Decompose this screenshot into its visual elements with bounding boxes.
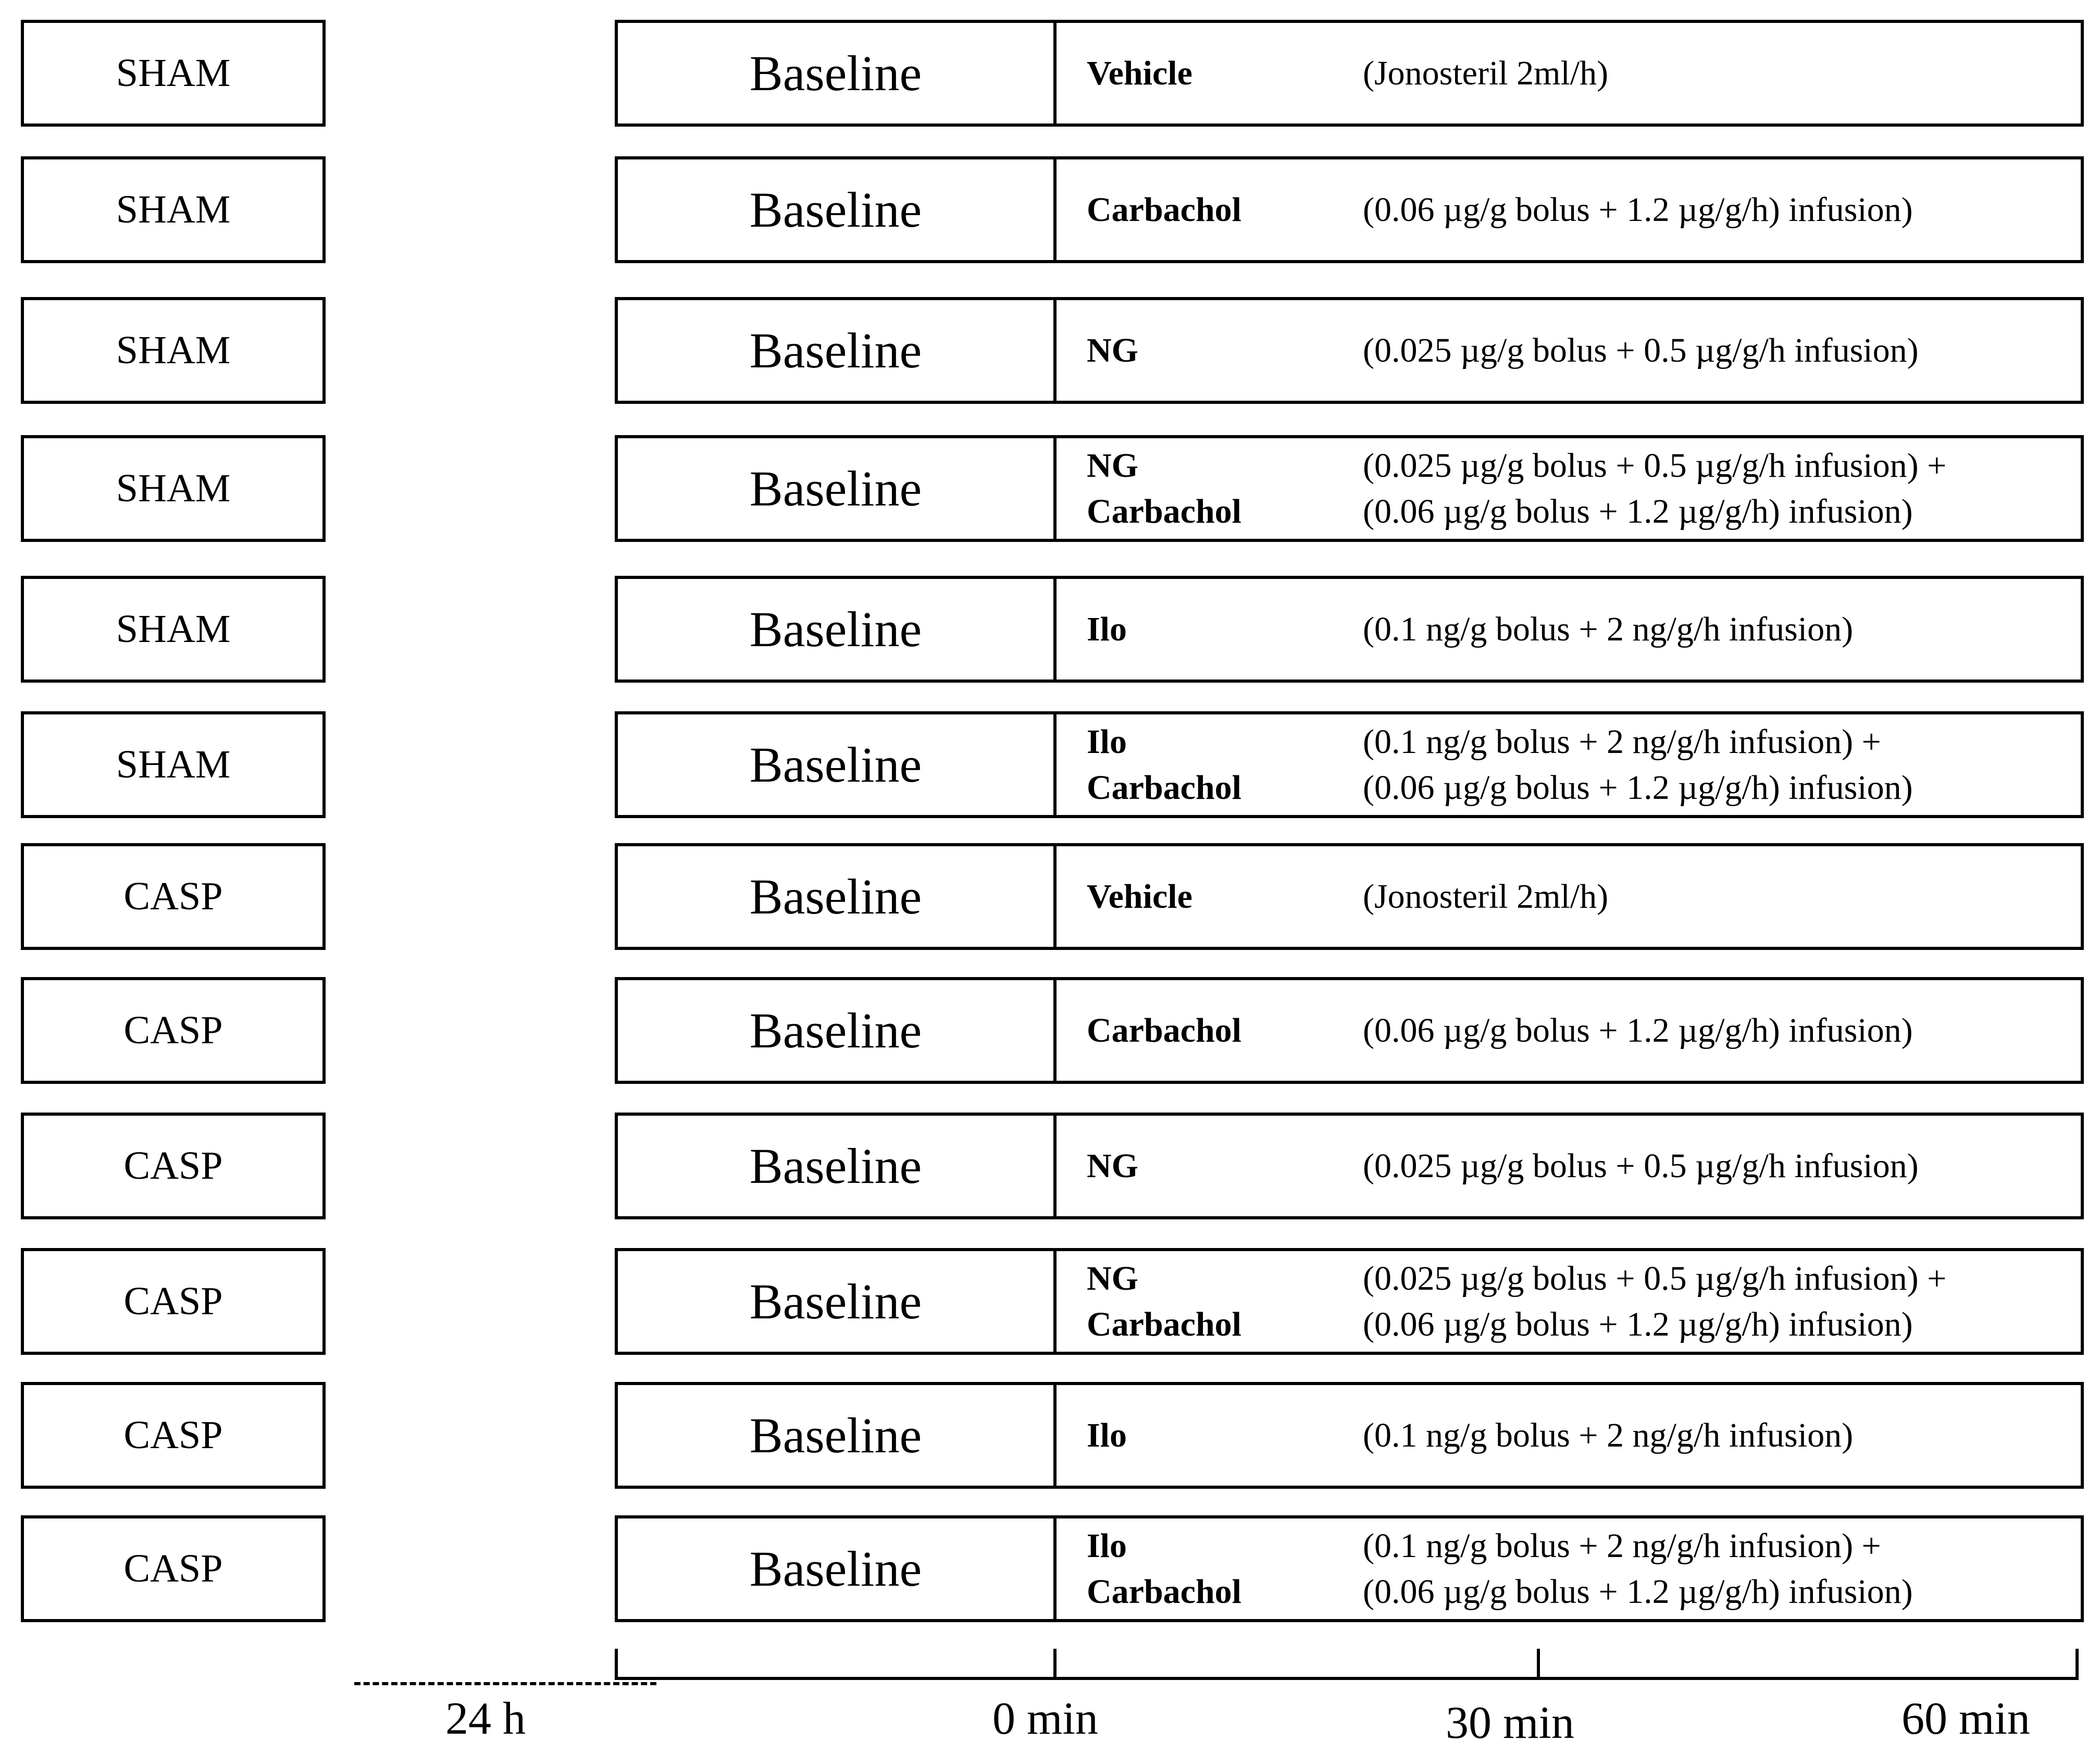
protocol-row <box>0 1248 2100 1355</box>
timeline-tick-30-min <box>1537 1649 1540 1680</box>
drug-name: Carbachol <box>1087 1572 1241 1611</box>
drug-name: NG <box>1087 446 1138 485</box>
dose-text: (Jonosteril 2ml/h) <box>1363 54 1609 92</box>
drug-name: Ilo <box>1087 1416 1127 1454</box>
group-label-box: CASP <box>21 1382 326 1489</box>
group-label-box: CASP <box>21 977 326 1084</box>
dose-text: (0.025 µg/g bolus + 0.5 µg/g/h infusion) + <box>1363 446 1947 485</box>
protocol-row <box>0 435 2100 542</box>
dose-text: (0.1 ng/g bolus + 2 ng/g/h infusion) + <box>1363 722 1881 761</box>
baseline-cell: Baseline <box>618 1251 1057 1352</box>
group-label-box: SHAM <box>21 435 326 542</box>
drug-names <box>1087 1116 1378 1216</box>
protocol-row <box>0 297 2100 404</box>
treatment-protocol-box <box>615 977 2084 1084</box>
drug-names <box>1087 1518 1378 1619</box>
drug-name: Ilo <box>1087 722 1127 761</box>
treatment-protocol-box <box>615 1382 2084 1489</box>
drug-name: Carbachol <box>1087 1011 1241 1049</box>
drug-names <box>1087 159 1378 260</box>
protocol-row <box>0 711 2100 818</box>
dose-text: (0.06 µg/g bolus + 1.2 µg/g/h) infusion) <box>1363 492 1913 530</box>
drug-names <box>1087 300 1378 401</box>
group-label-box: SHAM <box>21 156 326 263</box>
dose-text: (Jonosteril 2ml/h) <box>1363 877 1609 916</box>
baseline-cell: Baseline <box>618 1116 1057 1216</box>
dose-text: (0.06 µg/g bolus + 1.2 µg/g/h) infusion) <box>1363 1011 1913 1049</box>
drug-name: Vehicle <box>1087 877 1192 916</box>
dose-text: (0.025 µg/g bolus + 0.5 µg/g/h infusion) + <box>1363 1259 1947 1298</box>
drug-names <box>1087 714 1378 815</box>
drug-names <box>1087 23 1378 123</box>
treatment-protocol-box <box>615 843 2084 950</box>
baseline-cell: Baseline <box>618 300 1057 401</box>
dose-descriptions <box>1363 846 2082 947</box>
group-label-box: SHAM <box>21 576 326 683</box>
drug-name: Vehicle <box>1087 54 1192 92</box>
time-label-60-min: 60 min <box>1902 1694 2030 1744</box>
drug-name: Ilo <box>1087 610 1127 648</box>
treatment-protocol-box <box>615 435 2084 542</box>
dose-text: (0.06 µg/g bolus + 1.2 µg/g/h) infusion) <box>1363 1572 1913 1611</box>
time-label-30-min: 30 min <box>1446 1698 1574 1748</box>
drug-name: Carbachol <box>1087 768 1241 807</box>
group-label-box: CASP <box>21 1248 326 1355</box>
dose-descriptions <box>1363 300 2082 401</box>
drug-name: Ilo <box>1087 1526 1127 1565</box>
drug-name: NG <box>1087 1146 1138 1185</box>
treatment-protocol-box <box>615 297 2084 404</box>
dose-descriptions <box>1363 1116 2082 1216</box>
group-label-box: CASP <box>21 843 326 950</box>
timeline-tick-0-min <box>1053 1649 1057 1680</box>
group-label-box: SHAM <box>21 297 326 404</box>
protocol-row <box>0 843 2100 950</box>
dose-descriptions <box>1363 438 2082 539</box>
baseline-cell: Baseline <box>618 980 1057 1081</box>
protocol-row <box>0 1113 2100 1219</box>
drug-name: Carbachol <box>1087 492 1241 530</box>
dose-text: (0.06 µg/g bolus + 1.2 µg/g/h) infusion) <box>1363 190 1913 229</box>
group-label-box: CASP <box>21 1515 326 1622</box>
dose-descriptions <box>1363 1385 2082 1486</box>
drug-name: Carbachol <box>1087 190 1241 229</box>
baseline-cell: Baseline <box>618 846 1057 947</box>
group-label-box: SHAM <box>21 711 326 818</box>
protocol-row <box>0 1515 2100 1622</box>
baseline-cell: Baseline <box>618 1518 1057 1619</box>
dose-descriptions <box>1363 980 2082 1081</box>
dose-descriptions <box>1363 159 2082 260</box>
baseline-cell: Baseline <box>618 438 1057 539</box>
drug-names <box>1087 1385 1378 1486</box>
drug-name: Carbachol <box>1087 1305 1241 1343</box>
group-label-box: CASP <box>21 1113 326 1219</box>
protocol-row <box>0 20 2100 127</box>
dose-text: (0.025 µg/g bolus + 0.5 µg/g/h infusion) <box>1363 1146 1919 1185</box>
drug-names <box>1087 579 1378 680</box>
time-label-0-min: 0 min <box>992 1694 1098 1744</box>
drug-names <box>1087 846 1378 947</box>
timeline-tick-60-min <box>2076 1649 2079 1680</box>
dose-descriptions <box>1363 579 2082 680</box>
time-label-24h: 24 h <box>445 1694 526 1744</box>
dose-text: (0.06 µg/g bolus + 1.2 µg/g/h) infusion) <box>1363 1305 1913 1343</box>
dose-descriptions <box>1363 714 2082 815</box>
protocol-row <box>0 977 2100 1084</box>
group-label-box: SHAM <box>21 20 326 127</box>
timeline-tick-start <box>615 1649 618 1680</box>
drug-names <box>1087 438 1378 539</box>
drug-names <box>1087 980 1378 1081</box>
treatment-protocol-box <box>615 156 2084 263</box>
baseline-cell: Baseline <box>618 714 1057 815</box>
pre-timeline-dashed-line <box>354 1682 656 1685</box>
drug-name: NG <box>1087 331 1138 369</box>
dose-text: (0.1 ng/g bolus + 2 ng/g/h infusion) <box>1363 1416 1854 1454</box>
treatment-protocol-box <box>615 20 2084 127</box>
dose-text: (0.1 ng/g bolus + 2 ng/g/h infusion) <box>1363 610 1854 648</box>
protocol-row <box>0 576 2100 683</box>
protocol-row <box>0 1382 2100 1489</box>
baseline-cell: Baseline <box>618 579 1057 680</box>
dose-text: (0.06 µg/g bolus + 1.2 µg/g/h) infusion) <box>1363 768 1913 807</box>
baseline-cell: Baseline <box>618 1385 1057 1486</box>
protocol-row <box>0 156 2100 263</box>
drug-names <box>1087 1251 1378 1352</box>
treatment-protocol-box <box>615 1515 2084 1622</box>
baseline-cell: Baseline <box>618 23 1057 123</box>
timeline-axis <box>615 1677 2079 1680</box>
treatment-protocol-box <box>615 576 2084 683</box>
treatment-protocol-box <box>615 711 2084 818</box>
treatment-protocol-box <box>615 1248 2084 1355</box>
dose-descriptions <box>1363 1518 2082 1619</box>
dose-descriptions <box>1363 1251 2082 1352</box>
dose-descriptions <box>1363 23 2082 123</box>
dose-text: (0.025 µg/g bolus + 0.5 µg/g/h infusion) <box>1363 331 1919 369</box>
treatment-protocol-box <box>615 1113 2084 1219</box>
drug-name: NG <box>1087 1259 1138 1298</box>
dose-text: (0.1 ng/g bolus + 2 ng/g/h infusion) + <box>1363 1526 1881 1565</box>
baseline-cell: Baseline <box>618 159 1057 260</box>
